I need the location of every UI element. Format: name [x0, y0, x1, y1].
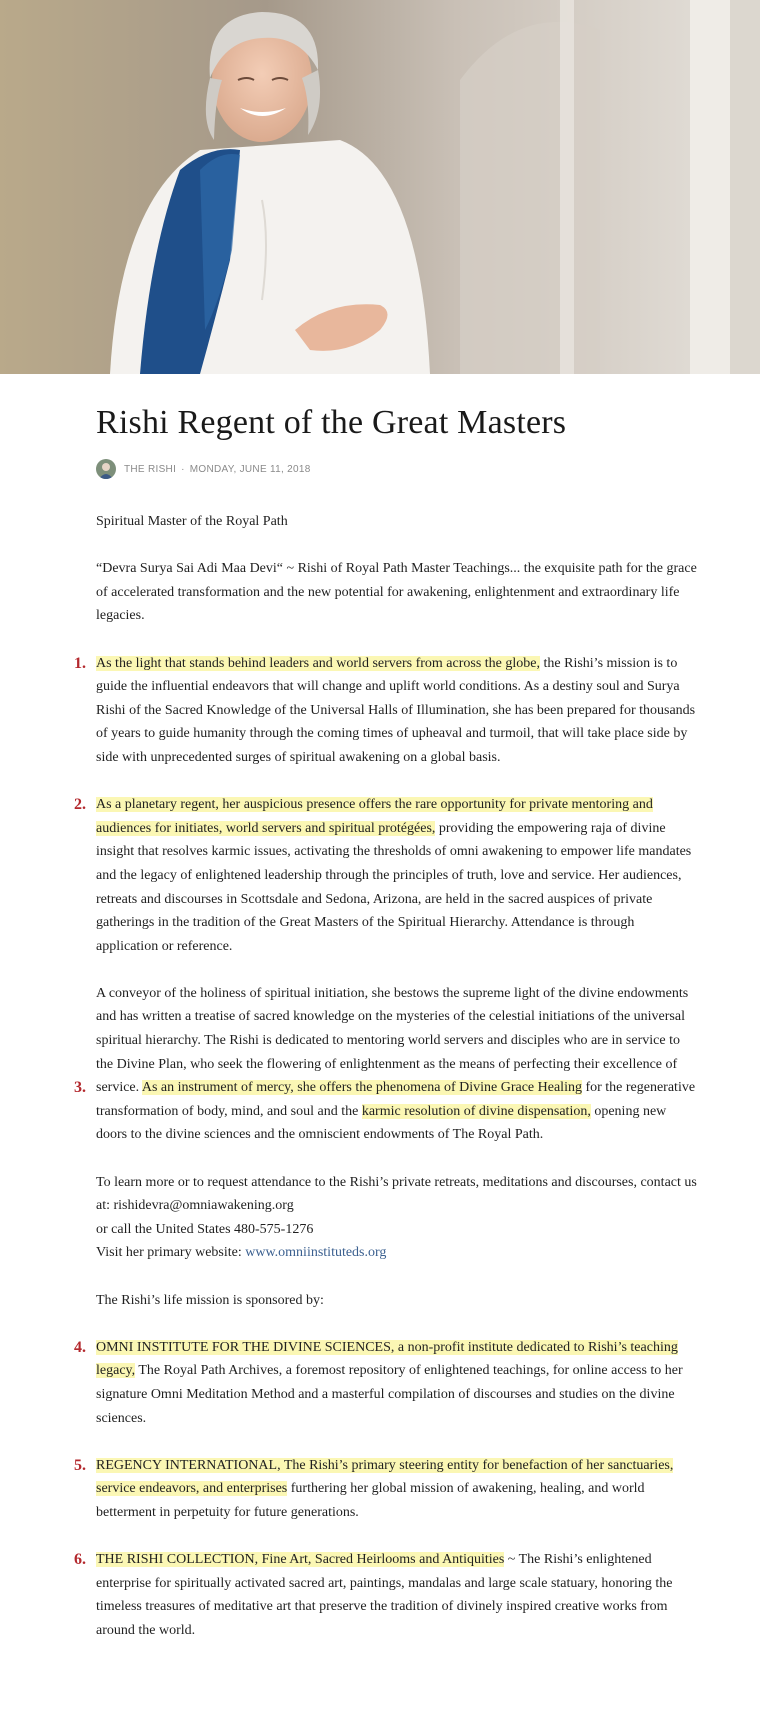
- paragraph-1: [74, 652, 700, 770]
- highlight-text: OMNI INSTITUTE FOR THE DIVINE SCIENCES, a non-profit institute dedicated to Rishi’s teaching legacy,: [96, 1339, 678, 1379]
- website-link[interactable]: www.omniinstituteds.org: [245, 1245, 387, 1261]
- paragraph-text: the Rishi’s mission is to guide the influential endeavors that will change and uplift world conditions. As a destiny soul and Surya Rishi of the Sacred Knowledge of the Universal Halls of Illumination, she has been prepared for thousands of years to guide humanity through the coming times of upheaval and turmoil, that will take place side by side with unprecedented surges of spiritual awakening on a global basis.: [96, 655, 696, 765]
- annotation-number: 6.: [74, 1551, 86, 1569]
- annotation-number: 5.: [74, 1456, 86, 1474]
- author-avatar-icon: [96, 459, 116, 479]
- website-line: [96, 1241, 700, 1265]
- paragraph-4: [74, 1336, 700, 1430]
- post-date: MONDAY, JUNE 11, 2018: [189, 463, 311, 475]
- highlight-text: As a planetary regent, her auspicious presence offers the rare opportunity for private mentoring and audiences for initiates, world servers and spiritual protégées,: [96, 797, 653, 836]
- paragraph-text: opening new doors to the divine sciences and the omniscient endowments of The Royal Path.: [96, 1103, 667, 1143]
- paragraph-text: for the regenerative transformation of body, mind, and soul and the: [96, 1080, 696, 1119]
- sponsored-line: The Rishi’s life mission is sponsored by:: [96, 1292, 324, 1308]
- highlight-text: karmic resolution of divine dispensation,: [361, 1103, 591, 1119]
- paragraph-text: providing the empowering raja of divine insight that resolves karmic issues, activating the thresholds of omni awakening to empower life mandates and the legacy of enlightened leadership through the principles of truth, love and service. Her audiences, retreats and discourses in Scottsdale and Sedona, Arizona, are held in the sacred auspices of private gatherings in the tradition of the Great Masters of the Spiritual Hierarchy. Attendance is through application or reference.: [96, 820, 692, 954]
- intro-paragraph: “Devra Surya Sai Adi Maa Devi“ ~ Rishi of Royal Path Master Teachings... the exquisite path for the grace of accelerated transformation and the new potential for awakening, enlightenment and extraordinary life legacies.: [96, 561, 697, 624]
- paragraph-text: ~ The Rishi’s enlightened enterprise for spiritually activated sacred art, paintings, mandalas and large scale statuary, honoring the timeless treasures of meditative art that preserve the tradition of divinely inspired creative works from around the world.: [96, 1552, 673, 1638]
- annotation-number: 4.: [74, 1338, 86, 1356]
- byline: [96, 458, 311, 480]
- portrait-photo-icon: [0, 0, 760, 374]
- phone-line: or call the United States 480-575-1276: [96, 1221, 314, 1237]
- annotation-number: 2.: [74, 796, 86, 814]
- highlight-text: As the light that stands behind leaders and world servers from across the globe,: [96, 655, 541, 671]
- paragraph-2: [74, 793, 700, 958]
- highlight-text: THE RISHI COLLECTION, Fine Art, Sacred Heirlooms and Antiquities: [96, 1552, 505, 1568]
- paragraph-6: [74, 1548, 700, 1642]
- highlight-text: As an instrument of mercy, she offers the phenomena of Divine Grace Healing: [141, 1080, 582, 1096]
- paragraph-text: A conveyor of the holiness of spiritual initiation, she bestows the supreme light of the divine endowments and has written a treatise of sacred knowledge on the mysteries of the celestial initiations of the universal spiritual hierarchy. The Rishi is dedicated to mentoring world servers and disciples who are in service to the Divine Plan, who seek the flowering of enlightenment as the means of perfecting their excellence of service.: [96, 985, 689, 1096]
- annotation-number: 3.: [74, 1079, 86, 1097]
- article-body: [74, 510, 700, 1666]
- paragraph-text: furthering her global mission of awakening, healing, and world betterment in perpetuity for future generations.: [96, 1481, 645, 1520]
- paragraph-text: The Royal Path Archives, a foremost repository of enlightened teachings, for online access to her signature Omni Meditation Method and a masterful compilation of discourses and studies on the divine sciences.: [96, 1363, 683, 1426]
- contact-paragraph: [96, 1171, 700, 1265]
- contact-line: To learn more or to request attendance to the Rishi’s private retreats, meditations and discourses, contact us at: rishidevra@omniawakening.org: [96, 1174, 697, 1214]
- highlight-text: REGENCY INTERNATIONAL, The Rishi’s primary steering entity for benefaction of her sanctuaries, service endeavors, and enterprises: [96, 1457, 674, 1497]
- hero-image: [0, 0, 760, 374]
- page-title: Rishi Regent of the Great Masters: [96, 404, 567, 441]
- annotation-number: 1.: [74, 654, 86, 672]
- author-name[interactable]: THE RISHI: [124, 463, 177, 475]
- subtitle: Spiritual Master of the Royal Path: [96, 514, 288, 529]
- paragraph-3: [74, 982, 700, 1147]
- byline-separator: ·: [181, 463, 185, 475]
- website-prefix: Visit her primary website:: [96, 1245, 246, 1261]
- avatar[interactable]: [96, 459, 116, 479]
- paragraph-5: [74, 1454, 700, 1525]
